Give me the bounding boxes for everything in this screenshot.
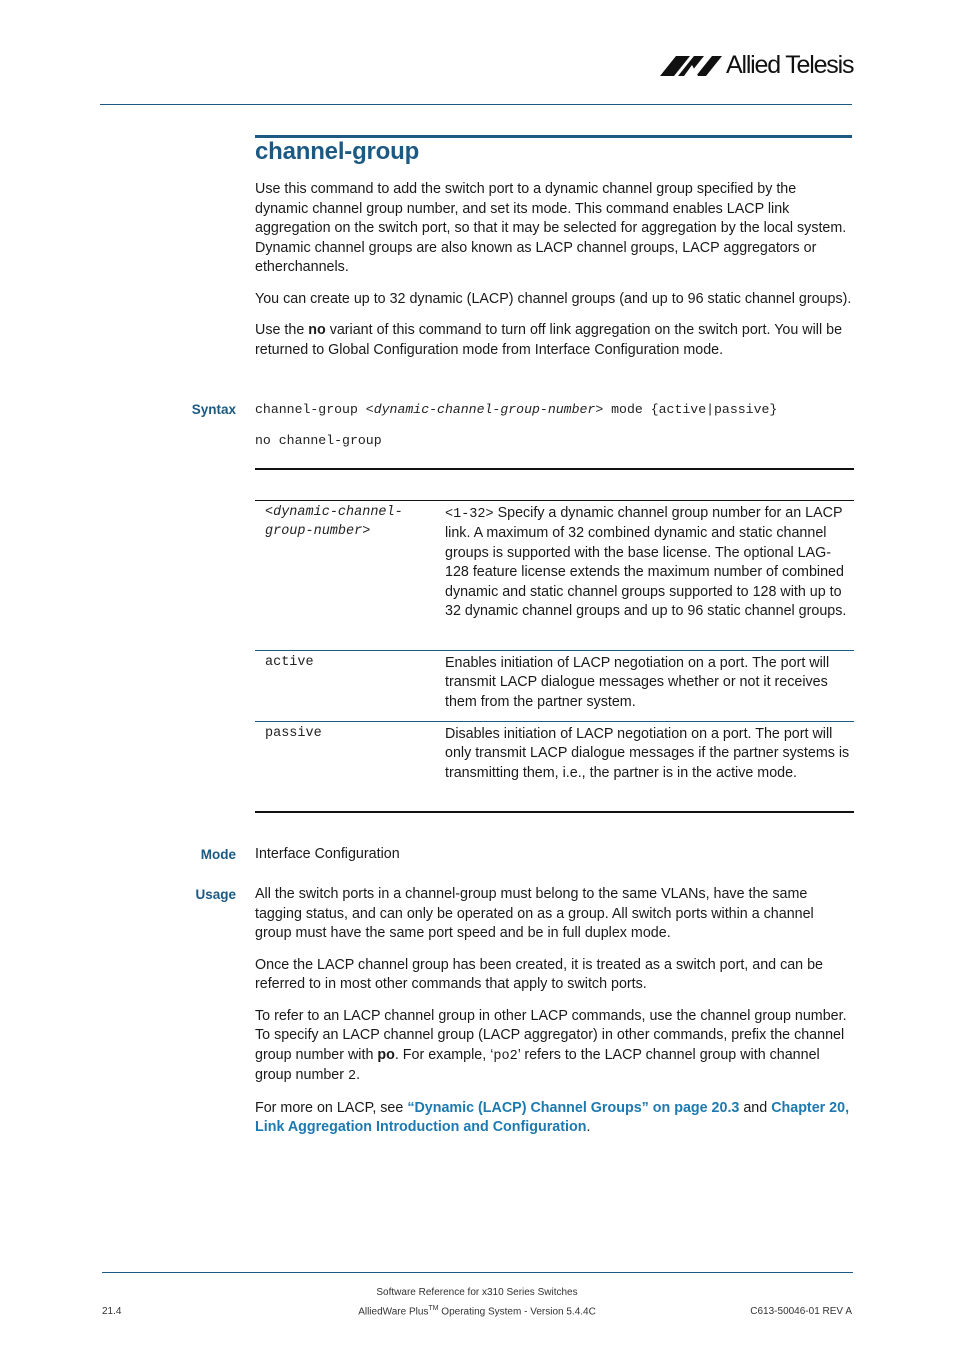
header-rule — [100, 104, 852, 105]
intro-section — [255, 180, 853, 372]
document-id: C613-50046-01 REV A — [750, 1306, 852, 1317]
logo-mark-icon — [660, 56, 724, 76]
footer-version: AlliedWare Plus™ Operating System - Version 5.4.4C — [358, 1305, 596, 1318]
usage-paragraph-1: All the switch ports in a channel-group must belong to the same VLANs, have the same tagging status, and can only be operated on as a group. All switch ports within a channel group must have the same port speed and be in full duplex mode. — [255, 886, 814, 941]
footer-rule — [102, 1272, 853, 1273]
usage-paragraph-4: For more on LACP, see “Dynamic (LACP) Channel Groups” on page 20.3 and Chapter 20, Link Aggregation Introduction and Configuration. — [255, 1099, 850, 1135]
table-top-rule — [255, 468, 854, 470]
page-title: channel-group — [255, 138, 420, 165]
usage-section — [255, 885, 853, 1150]
link-dynamic-lacp-channel-groups[interactable]: “Dynamic (LACP) Channel Groups” on page 20.3 — [407, 1099, 740, 1116]
usage-label: Usage — [195, 887, 236, 902]
footer-title: Software Reference for x310 Series Switches — [376, 1287, 578, 1298]
param-desc-dynamic-channel-group-number: <1-32> Specify a dynamic channel group number for an LACP link. A maximum of 32 combined dynamic and static channel groups is supported with the base license. The optional LAG-128 feature license extends the maximum number of combined dynamic and static channel groups supported to 128 with up to 32 dynamic channel groups and up to 96 static channel groups. — [445, 505, 847, 620]
allied-telesis-logo — [660, 50, 855, 82]
page-number: 21.4 — [102, 1306, 122, 1317]
link-chapter-20[interactable]: Chapter 20, Link Aggregation Introduction and Configuration — [255, 1099, 850, 1135]
syntax-label: Syntax — [191, 402, 236, 417]
intro-paragraph-2: You can create up to 32 dynamic (LACP) channel groups (and up to 96 static channel groups). — [255, 290, 852, 307]
syntax-line-2: no channel-group — [255, 433, 382, 448]
intro-paragraph-1: Use this command to add the switch port to a dynamic channel group specified by the dynamic channel group number, and set its mode. This command enables LACP link aggregation on the switch port, so that it may be selected for aggregation by the local system. Dynamic channel groups are also known as LACP channel groups, LACP aggregators or etherchannels. — [255, 181, 847, 275]
param-name-active: active — [265, 655, 314, 670]
table-header-rule — [255, 500, 854, 501]
logo-wordmark: Allied Telesis — [726, 51, 854, 79]
syntax-param: dynamic-channel-group-number — [373, 402, 596, 417]
usage-paragraph-2: Once the LACP channel group has been created, it is treated as a switch port, and can be referred to in most other commands that apply to switch ports. — [255, 956, 823, 992]
syntax-line-1: channel-group <dynamic-channel-group-number> mode {active|passive} — [255, 402, 778, 417]
table-bottom-rule — [255, 811, 854, 813]
no-keyword: no — [308, 322, 326, 338]
intro-paragraph-3: Use the no variant of this command to turn off link aggregation on the switch port. You will be returned to Global Configuration mode from Interface Configuration mode. — [255, 322, 843, 358]
param-desc-passive: Disables initiation of LACP negotiation on a port. The port will only transmit LACP dialogue messages if the partner systems is transmitting them, i.e., the partner is in the active mode. — [445, 726, 850, 781]
param-name-passive: passive — [265, 726, 322, 741]
table-row-divider — [255, 721, 854, 722]
param-desc-active: Enables initiation of LACP negotiation on a port. The port will transmit LACP dialogue messages whether or not it receives them from the partner system. — [445, 655, 830, 710]
usage-paragraph-3: To refer to an LACP channel group in other LACP commands, use the channel group number. To specify an LACP channel group (LACP aggregator) in other commands, prefix the channel group number with po. For example, ‘po2’ refers to the LACP channel group with channel group number 2. — [255, 1007, 847, 1084]
table-row-divider — [255, 650, 854, 651]
mode-value: Interface Configuration — [255, 846, 400, 862]
param-name-dynamic-channel-group-number: <dynamic-channel- group-number> — [265, 505, 403, 539]
parameter-table — [255, 468, 854, 814]
mode-label: Mode — [200, 847, 236, 862]
